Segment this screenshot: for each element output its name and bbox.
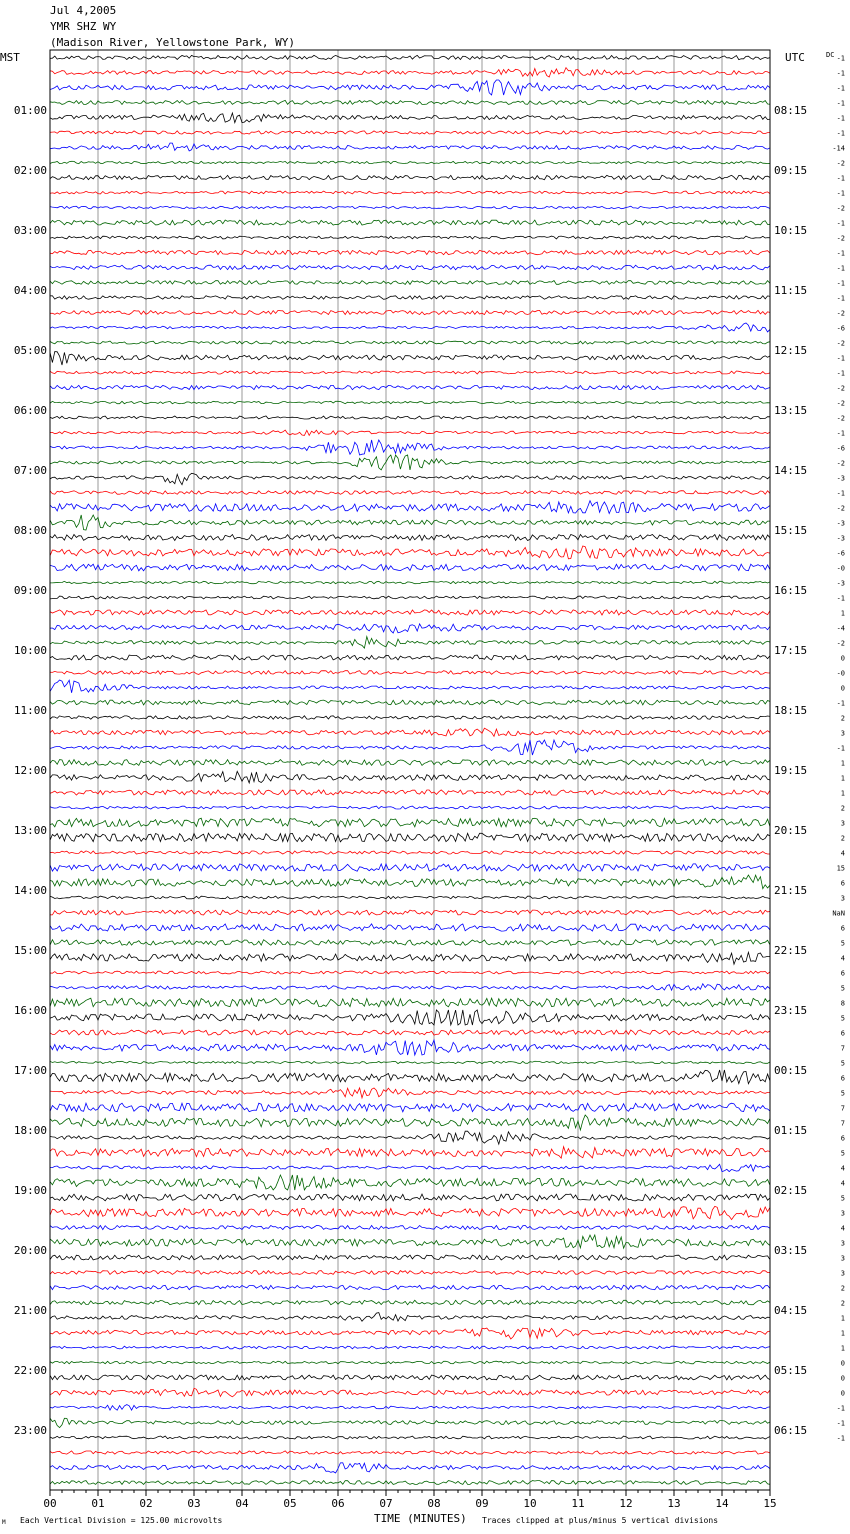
right-hour-label: 17:15 bbox=[774, 644, 808, 657]
trace-row bbox=[50, 1225, 770, 1229]
dc-offset-label: -1 bbox=[836, 1404, 845, 1413]
trace-row bbox=[50, 1346, 770, 1349]
right-hour-label: 16:15 bbox=[774, 584, 808, 597]
dc-offset-label: -1 bbox=[836, 84, 845, 93]
trace-row bbox=[50, 1164, 770, 1171]
dc-label: DC bbox=[826, 51, 835, 59]
dc-offset-label: 0 bbox=[840, 1389, 845, 1398]
right-hour-label: 15:15 bbox=[774, 524, 808, 537]
trace-row bbox=[50, 55, 770, 59]
dc-offset-label: 6 bbox=[840, 1029, 845, 1038]
trace-row bbox=[50, 1235, 770, 1248]
trace-row bbox=[50, 740, 770, 755]
trace-row bbox=[50, 281, 770, 285]
trace-row bbox=[50, 971, 770, 974]
x-tick-label: 14 bbox=[715, 1497, 729, 1510]
left-hour-label: 17:00 bbox=[13, 1064, 47, 1077]
right-hour-label: 02:15 bbox=[774, 1184, 808, 1197]
x-tick-label: 03 bbox=[187, 1497, 201, 1510]
dc-offset-label: -2 bbox=[836, 309, 845, 318]
dc-offset-label: -3 bbox=[836, 579, 845, 588]
dc-offset-label: 0 bbox=[840, 684, 845, 693]
right-hour-label: 01:15 bbox=[774, 1124, 808, 1137]
dc-offset-label: 5 bbox=[840, 1059, 845, 1068]
x-tick-label: 13 bbox=[667, 1497, 681, 1510]
left-hour-label: 11:00 bbox=[13, 704, 47, 717]
dc-offset-label: -1 bbox=[836, 429, 845, 438]
dc-offset-label: 4 bbox=[840, 1224, 845, 1233]
trace-row bbox=[50, 455, 770, 470]
right-hour-label: 12:15 bbox=[774, 344, 808, 357]
trace-row bbox=[50, 1061, 770, 1063]
dc-offset-label: 6 bbox=[840, 879, 845, 888]
right-hour-label: 04:15 bbox=[774, 1304, 808, 1317]
trace-row bbox=[50, 546, 770, 559]
trace-row bbox=[50, 564, 770, 571]
dc-offset-label: 6 bbox=[840, 1134, 845, 1143]
dc-offset-label: 2 bbox=[840, 1299, 845, 1308]
trace-row bbox=[50, 896, 770, 899]
x-tick-label: 04 bbox=[235, 1497, 249, 1510]
dc-offset-label: 1 bbox=[840, 1329, 845, 1338]
trace-row bbox=[50, 1405, 770, 1411]
trace-row bbox=[50, 1175, 770, 1190]
trace-row bbox=[50, 680, 770, 693]
right-hour-label: 22:15 bbox=[774, 944, 808, 957]
dc-offset-label: 5 bbox=[840, 984, 845, 993]
header-location: (Madison River, Yellowstone Park, WY) bbox=[50, 36, 296, 49]
dc-offset-label: 7 bbox=[840, 1119, 845, 1128]
trace-row bbox=[50, 68, 770, 77]
trace-row bbox=[50, 1194, 770, 1201]
dc-offset-label: 3 bbox=[840, 819, 845, 828]
trace-row bbox=[50, 1147, 770, 1158]
dc-offset-label: 1 bbox=[840, 759, 845, 768]
trace-row bbox=[50, 430, 770, 435]
left-hour-label: 06:00 bbox=[13, 404, 47, 417]
trace-row bbox=[50, 700, 770, 705]
trace-row bbox=[50, 671, 770, 675]
trace-row bbox=[50, 984, 770, 991]
dc-offset-label: 3 bbox=[840, 1239, 845, 1248]
left-hour-label: 10:00 bbox=[13, 644, 47, 657]
dc-offset-label: 1 bbox=[840, 774, 845, 783]
dc-offset-label: -1 bbox=[836, 744, 845, 753]
trace-row bbox=[50, 940, 770, 946]
trace-row bbox=[50, 491, 770, 495]
trace-row bbox=[50, 581, 770, 583]
trace-row bbox=[50, 833, 770, 842]
trace-row bbox=[50, 806, 770, 809]
trace-row bbox=[50, 924, 770, 931]
dc-offset-label: -1 bbox=[836, 249, 845, 258]
trace-row bbox=[50, 790, 770, 795]
right-hour-label: 10:15 bbox=[774, 224, 808, 237]
dc-offset-label: -1 bbox=[836, 294, 845, 303]
dc-offset-label: -2 bbox=[836, 204, 845, 213]
left-hour-label: 05:00 bbox=[13, 344, 47, 357]
left-hour-label: 21:00 bbox=[13, 1304, 47, 1317]
x-axis-label: TIME (MINUTES) bbox=[374, 1512, 467, 1525]
dc-offset-label: -3 bbox=[836, 474, 845, 483]
trace-row bbox=[50, 864, 770, 871]
trace-row bbox=[50, 1088, 770, 1098]
trace-row bbox=[50, 1328, 770, 1339]
left-hour-label: 18:00 bbox=[13, 1124, 47, 1137]
x-tick-label: 02 bbox=[139, 1497, 153, 1510]
trace-row bbox=[50, 1418, 770, 1428]
dc-offset-label: 2 bbox=[840, 804, 845, 813]
trace-row bbox=[50, 637, 770, 649]
trace-row bbox=[50, 371, 770, 374]
dc-offset-label: 5 bbox=[840, 939, 845, 948]
left-hour-label: 09:00 bbox=[13, 584, 47, 597]
trace-row bbox=[50, 352, 770, 365]
dc-offset-label: -2 bbox=[836, 384, 845, 393]
left-hour-label: 01:00 bbox=[13, 104, 47, 117]
trace-row bbox=[50, 1463, 770, 1473]
dc-offset-label: -1 bbox=[836, 1419, 845, 1428]
header-date: Jul 4,2005 bbox=[50, 4, 117, 17]
dc-offset-label: 4 bbox=[840, 1164, 845, 1173]
corner-mark: M bbox=[2, 1519, 6, 1526]
right-hour-label: 11:15 bbox=[774, 284, 808, 297]
trace-row bbox=[50, 760, 770, 766]
dc-offset-label: -2 bbox=[836, 339, 845, 348]
trace-row bbox=[50, 80, 770, 95]
trace-row bbox=[50, 952, 770, 964]
dc-offset-label: -1 bbox=[836, 354, 845, 363]
dc-offset-label: -2 bbox=[836, 414, 845, 423]
dc-offset-label: -6 bbox=[836, 549, 845, 558]
dc-offset-label: 4 bbox=[840, 1179, 845, 1188]
dc-offset-label: 5 bbox=[840, 1194, 845, 1203]
label-group bbox=[0, 51, 845, 1525]
right-hour-label: 09:15 bbox=[774, 164, 808, 177]
left-hour-label: 07:00 bbox=[13, 464, 47, 477]
right-hour-label: 05:15 bbox=[774, 1364, 808, 1377]
dc-offset-label: -1 bbox=[836, 489, 845, 498]
x-tick-label: 05 bbox=[283, 1497, 297, 1510]
left-hour-label: 02:00 bbox=[13, 164, 47, 177]
dc-offset-label: 0 bbox=[840, 1374, 845, 1383]
dc-offset-label: -2 bbox=[836, 399, 845, 408]
trace-row bbox=[50, 851, 770, 854]
dc-offset-label: -1 bbox=[836, 189, 845, 198]
left-hour-label: 23:00 bbox=[13, 1424, 47, 1437]
trace-row bbox=[50, 310, 770, 314]
trace-row bbox=[50, 1070, 770, 1084]
dc-offset-label: 6 bbox=[840, 1074, 845, 1083]
left-hour-label: 20:00 bbox=[13, 1244, 47, 1257]
clip-note: Traces clipped at plus/minus 5 vertical divisions bbox=[482, 1516, 719, 1525]
dc-offset-label: -1 bbox=[836, 114, 845, 123]
trace-row bbox=[50, 1451, 770, 1454]
left-hour-label: 15:00 bbox=[13, 944, 47, 957]
trace-row bbox=[50, 716, 770, 719]
dc-offset-label: -6 bbox=[836, 444, 845, 453]
dc-offset-label: -3 bbox=[836, 534, 845, 543]
left-zone-label: MST bbox=[0, 51, 20, 64]
dc-offset-label: -14 bbox=[832, 144, 845, 153]
trace-row bbox=[50, 1115, 770, 1130]
trace-row bbox=[50, 875, 770, 889]
left-hour-label: 13:00 bbox=[13, 824, 47, 837]
trace-row bbox=[50, 265, 770, 270]
trace-row bbox=[50, 220, 770, 225]
trace-row bbox=[50, 161, 770, 163]
right-hour-label: 13:15 bbox=[774, 404, 808, 417]
dc-offset-label: -2 bbox=[836, 639, 845, 648]
trace-row bbox=[50, 175, 770, 179]
dc-offset-label: -1 bbox=[836, 129, 845, 138]
right-hour-label: 20:15 bbox=[774, 824, 808, 837]
trace-row bbox=[50, 1255, 770, 1260]
right-hour-label: 21:15 bbox=[774, 884, 808, 897]
dc-offset-label: -1 bbox=[836, 369, 845, 378]
left-hour-label: 22:00 bbox=[13, 1364, 47, 1377]
dc-offset-label: 4 bbox=[840, 954, 845, 963]
right-hour-label: 23:15 bbox=[774, 1004, 808, 1017]
dc-offset-label: -1 bbox=[836, 99, 845, 108]
trace-row bbox=[50, 1271, 770, 1275]
trace-row bbox=[50, 1300, 770, 1304]
dc-offset-label: 1 bbox=[840, 1314, 845, 1323]
trace-row bbox=[50, 191, 770, 194]
trace-row bbox=[50, 624, 770, 633]
dc-offset-label: 5 bbox=[840, 1014, 845, 1023]
trace-row bbox=[50, 473, 770, 484]
trace-row bbox=[50, 771, 770, 783]
left-hour-label: 12:00 bbox=[13, 764, 47, 777]
trace-row bbox=[50, 655, 770, 660]
trace-group bbox=[50, 55, 770, 1484]
trace-row bbox=[50, 1481, 770, 1485]
dc-offset-label: -1 bbox=[836, 264, 845, 273]
right-hour-label: 03:15 bbox=[774, 1244, 808, 1257]
dc-offset-label: 2 bbox=[840, 834, 845, 843]
dc-offset-label: 2 bbox=[840, 1284, 845, 1293]
dc-offset-label: -1 bbox=[836, 279, 845, 288]
left-hour-label: 14:00 bbox=[13, 884, 47, 897]
dc-offset-label: -4 bbox=[836, 624, 845, 633]
dc-offset-label: 7 bbox=[840, 1044, 845, 1053]
dc-offset-label: -1 bbox=[836, 1434, 845, 1443]
trace-row bbox=[50, 131, 770, 134]
dc-offset-label: -1 bbox=[836, 594, 845, 603]
trace-row bbox=[50, 515, 770, 530]
header-station: YMR SHZ WY bbox=[50, 20, 117, 33]
trace-row bbox=[50, 1361, 770, 1364]
trace-row bbox=[50, 1206, 770, 1219]
dc-offset-label: 0 bbox=[840, 654, 845, 663]
dc-offset-label: 5 bbox=[840, 1149, 845, 1158]
x-tick-label: 09 bbox=[475, 1497, 489, 1510]
trace-row bbox=[50, 1040, 770, 1055]
dc-offset-label: 3 bbox=[840, 1209, 845, 1218]
right-hour-label: 14:15 bbox=[774, 464, 808, 477]
left-hour-label: 04:00 bbox=[13, 284, 47, 297]
left-hour-label: 08:00 bbox=[13, 524, 47, 537]
trace-row bbox=[50, 296, 770, 300]
x-tick-label: 08 bbox=[427, 1497, 441, 1510]
dc-offset-label: 4 bbox=[840, 849, 845, 858]
right-hour-label: 00:15 bbox=[774, 1064, 808, 1077]
x-tick-label: 11 bbox=[571, 1497, 585, 1510]
x-tick-label: 10 bbox=[523, 1497, 537, 1510]
x-tick-label: 01 bbox=[91, 1497, 105, 1510]
dc-offset-label: -6 bbox=[836, 324, 845, 333]
right-hour-label: 06:15 bbox=[774, 1424, 808, 1437]
dc-offset-label: 15 bbox=[836, 864, 845, 873]
dc-offset-label: 1 bbox=[840, 609, 845, 618]
trace-row bbox=[50, 100, 770, 104]
dc-offset-label: 5 bbox=[840, 1089, 845, 1098]
x-tick-label: 07 bbox=[379, 1497, 393, 1510]
dc-offset-label: -2 bbox=[836, 459, 845, 468]
right-hour-label: 18:15 bbox=[774, 704, 808, 717]
dc-offset-label: 3 bbox=[840, 729, 845, 738]
dc-offset-label: 2 bbox=[840, 714, 845, 723]
trace-row bbox=[50, 113, 770, 123]
trace-row bbox=[50, 1285, 770, 1289]
trace-row bbox=[50, 401, 770, 403]
dc-offset-label: -2 bbox=[836, 234, 845, 243]
left-hour-label: 16:00 bbox=[13, 1004, 47, 1017]
trace-row bbox=[50, 440, 770, 455]
right-hour-label: 19:15 bbox=[774, 764, 808, 777]
right-hour-label: 08:15 bbox=[774, 104, 808, 117]
trace-row bbox=[50, 341, 770, 344]
trace-row bbox=[50, 596, 770, 599]
dc-offset-label: -0 bbox=[836, 564, 845, 573]
dc-offset-label: 3 bbox=[840, 894, 845, 903]
dc-offset-label: -2 bbox=[836, 504, 845, 513]
right-zone-label: UTC bbox=[785, 51, 805, 64]
left-hour-label: 03:00 bbox=[13, 224, 47, 237]
scale-note: Each Vertical Division = 125.00 microvolts bbox=[20, 1516, 223, 1525]
dc-offset-label: 1 bbox=[840, 789, 845, 798]
dc-offset-label: -3 bbox=[836, 519, 845, 528]
dc-offset-label: 6 bbox=[840, 969, 845, 978]
dc-offset-label: 3 bbox=[840, 1269, 845, 1278]
dc-offset-label: NaN bbox=[832, 909, 845, 918]
trace-row bbox=[50, 1010, 770, 1025]
dc-offset-label: -1 bbox=[836, 69, 845, 78]
trace-row bbox=[50, 1388, 770, 1397]
left-hour-label: 19:00 bbox=[13, 1184, 47, 1197]
trace-row bbox=[50, 1103, 770, 1112]
trace-row bbox=[50, 236, 770, 239]
trace-row bbox=[50, 1131, 770, 1144]
dc-offset-label: -2 bbox=[836, 159, 845, 168]
trace-row bbox=[50, 1030, 770, 1035]
dc-offset-label: 3 bbox=[840, 1254, 845, 1263]
dc-offset-label: 6 bbox=[840, 924, 845, 933]
dc-offset-label: 0 bbox=[840, 1359, 845, 1368]
trace-row bbox=[50, 385, 770, 389]
dc-offset-label: 1 bbox=[840, 1344, 845, 1353]
trace-row bbox=[50, 1313, 770, 1322]
dc-offset-label: 8 bbox=[840, 999, 845, 1008]
x-tick-label: 06 bbox=[331, 1497, 345, 1510]
dc-offset-label: -0 bbox=[836, 669, 845, 678]
dc-offset-label: -1 bbox=[836, 219, 845, 228]
trace-row bbox=[50, 323, 770, 332]
trace-row bbox=[50, 998, 770, 1007]
trace-row bbox=[50, 818, 770, 827]
trace-row bbox=[50, 143, 770, 151]
trace-row bbox=[50, 206, 770, 209]
dc-offset-label: -1 bbox=[836, 174, 845, 183]
trace-row bbox=[50, 610, 770, 615]
trace-row bbox=[50, 1436, 770, 1439]
x-tick-label: 15 bbox=[763, 1497, 777, 1510]
trace-row bbox=[50, 728, 770, 736]
dc-offset-label: 7 bbox=[840, 1104, 845, 1113]
trace-row bbox=[50, 910, 770, 915]
trace-row bbox=[50, 416, 770, 419]
x-tick-label: 00 bbox=[43, 1497, 57, 1510]
x-tick-label: 12 bbox=[619, 1497, 633, 1510]
trace-row bbox=[50, 501, 770, 514]
dc-offset-label: -1 bbox=[836, 699, 845, 708]
dc-offset-label: -1 bbox=[836, 54, 845, 63]
trace-row bbox=[50, 1375, 770, 1380]
trace-row bbox=[50, 250, 770, 254]
trace-row bbox=[50, 535, 770, 541]
